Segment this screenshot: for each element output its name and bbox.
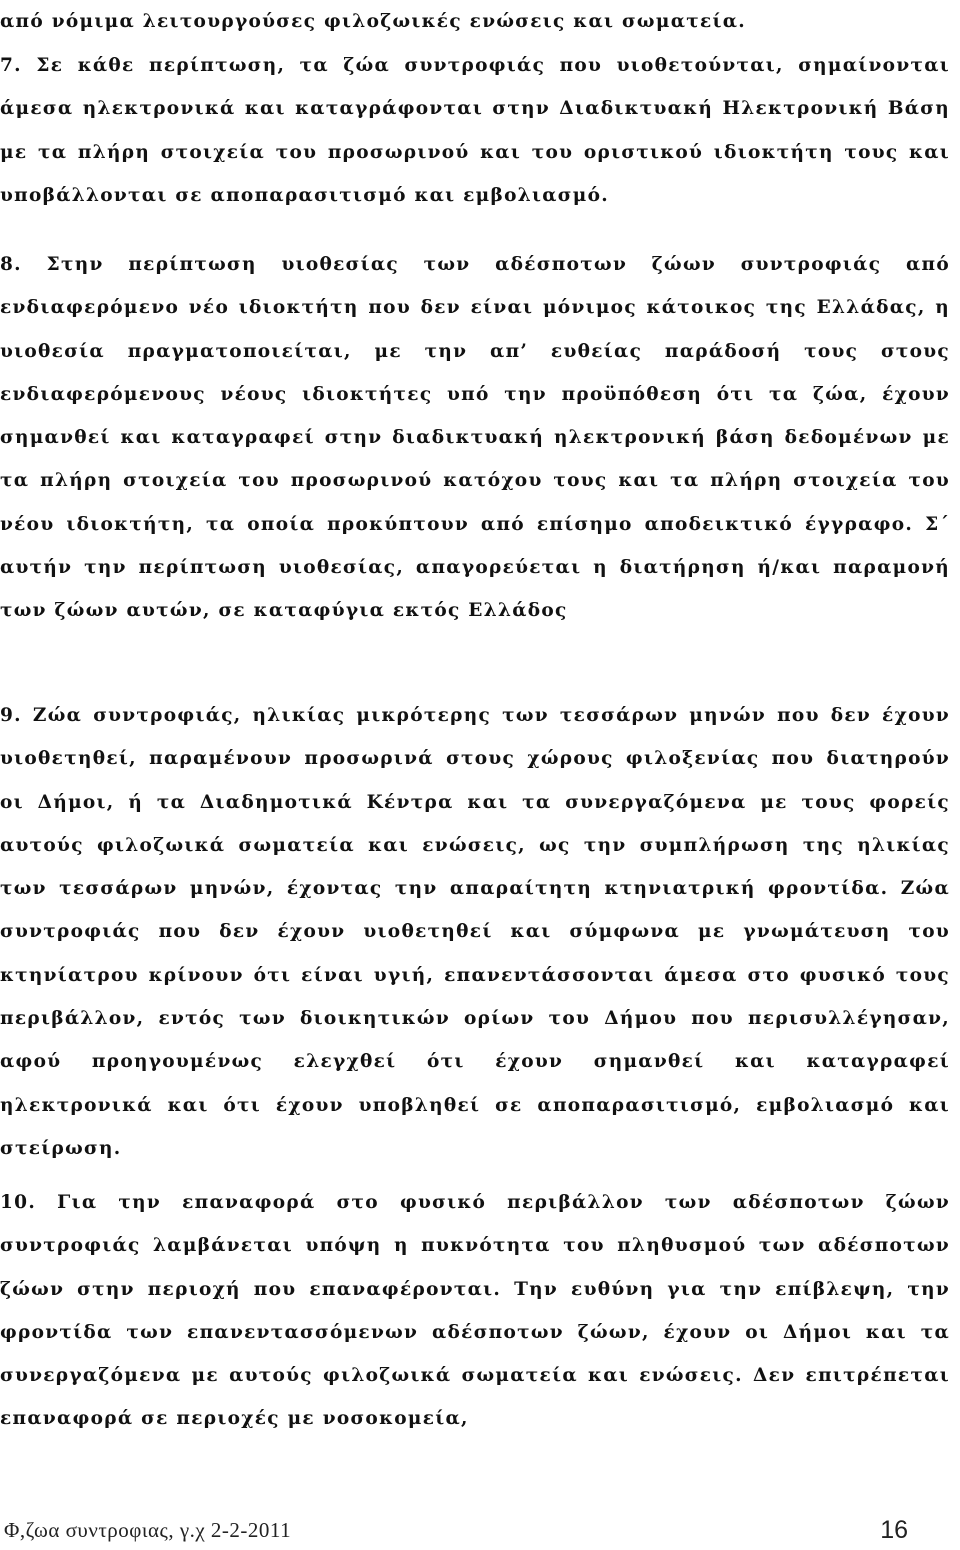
paragraph-7: 7. Σε κάθε περίπτωση, τα ζώα συντροφιάς που υιοθετούνται, σημαίνονται άμεσα ηλεκτρονικά και καταγράφονται στην Διαδικτυακή Ηλεκτρονική Βάση με τα πλήρη στοιχεία του προσωρινού και του οριστικού ιδιοκτήτη τους και υποβάλλονται σε αποπαρασιτισμό και εμβολιασμό. bbox=[0, 55, 950, 206]
paragraph-10-block bbox=[0, 1181, 950, 1441]
footer-document-ref: Φ,ζωα συντροφιας, γ.χ 2-2-2011 bbox=[4, 1518, 292, 1542]
paragraph-8-block bbox=[0, 243, 950, 633]
paragraph-continuation: από νόμιμα λειτουργούσες φιλοζωικές ενώσεις και σωματεία. bbox=[0, 11, 747, 32]
body-text bbox=[0, 0, 950, 43]
paragraph-9-block bbox=[0, 694, 950, 1170]
paragraph-10: 10. Για την επαναφορά στο φυσικό περιβάλλον των αδέσποτων ζώων συντροφιάς λαμβάνεται υπόψη η πυκνότητα του πληθυσμού των αδέσποτων ζώων στην περιοχή που επαναφέρονται. Την ευθύνη για την επίβλεψη, την φροντίδα των επανεντασσόμενων αδέσποτων ζώων, έχουν οι Δήμοι και τα συνεργαζόμενα με αυτούς φιλοζωικά σωματεία και ενώσεις. Δεν επιτρέπεται επαναφορά σε περιοχές με νοσοκομεία, bbox=[0, 1192, 950, 1430]
page-number: 16 bbox=[880, 1516, 908, 1544]
paragraph-9: 9. Ζώα συντροφιάς, ηλικίας μικρότερης των τεσσάρων μηνών που δεν έχουν υιοθετηθεί, παραμένουν προσωρινά στους χώρους φιλοξενίας που διατηρούν οι Δήμοι, ή τα Διαδημοτικά Κέντρα και τα συνεργαζόμενα με τους φορείς αυτούς φιλοζωικά σωματεία και ενώσεις, ως την συμπλήρωση της ηλικίας των τεσσάρων μηνών, έχοντας την απαραίτητη κτηνιατρική φροντίδα. Ζώα συντροφιάς που δεν έχουν υιοθετηθεί και σύμφωνα με γνωμάτευση του κτηνίατρου κρίνουν ότι είναι υγιή, επανεντάσσονται άμεσα στο φυσικό τους περιβάλλον, εντός των διοικητικών ορίων του Δήμου που περισυλλέγησαν, αφού προηγουμένως ελεγχθεί ότι έχουν σημανθεί και καταγραφεί ηλεκτρονικά και ότι έχουν υποβληθεί σε αποπαρασιτισμό, εμβολιασμό και στείρωση. bbox=[0, 705, 950, 1159]
paragraph-7-block bbox=[0, 44, 950, 217]
paragraph-8: 8. Στην περίπτωση υιοθεσίας των αδέσποτων ζώων συντροφιάς από ενδιαφερόμενο νέο ιδιοκτήτη που δεν είναι μόνιμος κάτοικος της Ελλάδας, η υιοθεσία πραγματοποιείται, με την απ’ ευθείας παράδοσή τους στους ενδιαφερόμενους νέους ιδιοκτήτες υπό την προϋπόθεση ότι τα ζώα, έχουν σημανθεί και καταγραφεί στην διαδικτυακή ηλεκτρονική βάση δεδομένων με τα πλήρη στοιχεία του προσωρινού κατόχου τους και τα πλήρη στοιχεία του νέου ιδιοκτήτη, τα οποία προκύπτουν από επίσημο αποδεικτικό έγγραφο. Σ΄ αυτήν την περίπτωση υιοθεσίας, απαγορεύεται η διατήρηση ή/και παραμονή των ζώων αυτών, σε καταφύγια εκτός Ελλάδος bbox=[0, 254, 950, 622]
